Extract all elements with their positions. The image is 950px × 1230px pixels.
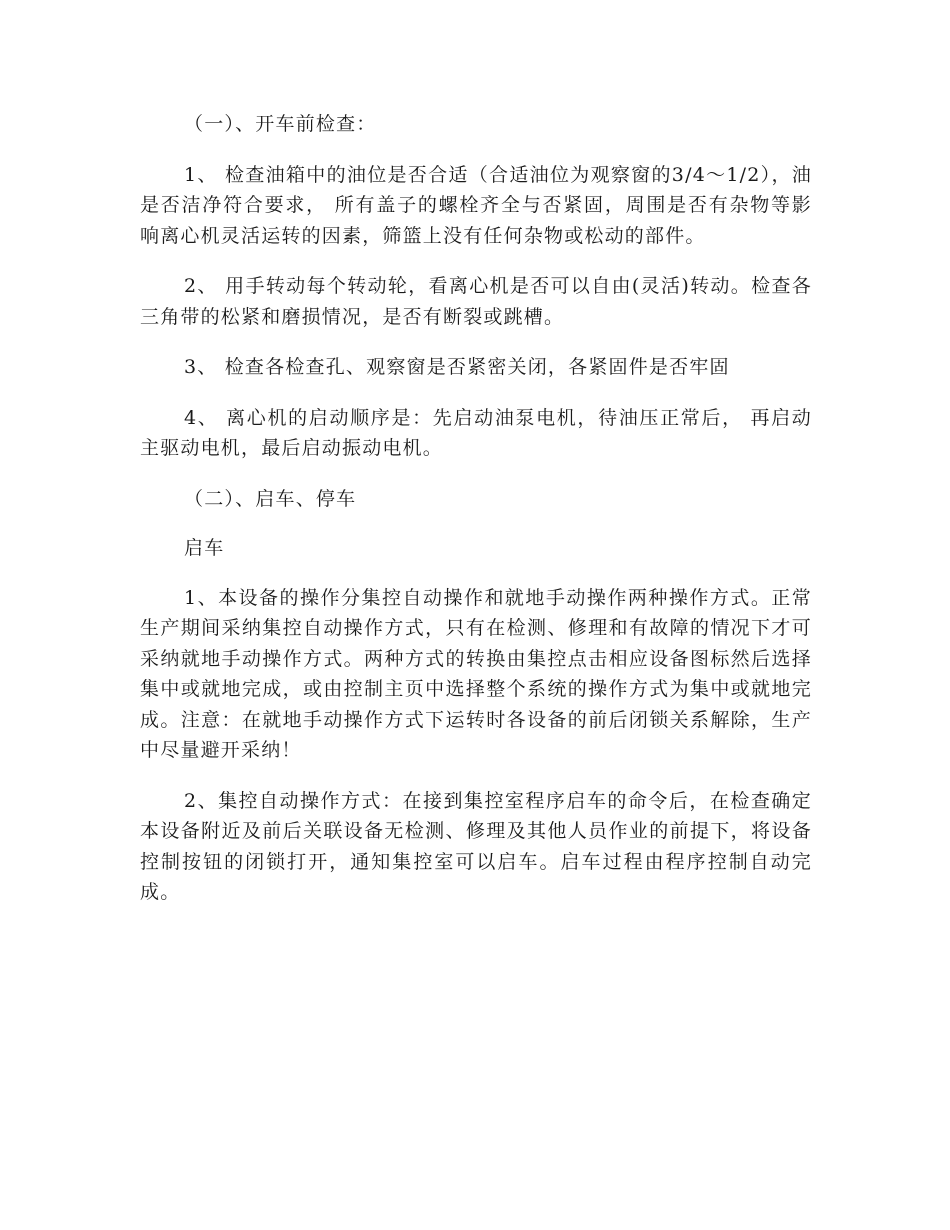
section-heading-pre-start-check: （一）、开车前检查： — [184, 113, 377, 135]
section-heading-start-stop: （二）、启车、停车 — [184, 487, 357, 510]
document-body — [140, 109, 812, 908]
paragraph-start-sequence: 4、 离心机的启动顺序是：先启动油泵电机，待油压正常后， 再启动主驱动电机，最后启动振动电机。 — [140, 406, 812, 459]
paragraph-operation-modes: 1、本设备的操作分集控自动操作和就地手动操作两种操作方式。正常生产期间采纳集控自动操作方式，只有在检测、修理和有故障的情况下才可采纳就地手动操作方式。两种方式的转换由集控点击相应设备图标然后选择集中或就地完成，或由控制主页中选择整个系统的操作方式为集中或就地完成。注意：在就地手动操作方式下运转时各设备的前后闭锁关系解除，生产中尽量避开采纳！ — [140, 586, 812, 761]
paragraph-central-auto-operation: 2、集控自动操作方式：在接到集控室程序启车的命令后，在检查确定本设备附近及前后关联设备无检测、修理及其他人员作业的前提下，将设备控制按钮的闭锁打开，通知集控室可以启车。启车过程由程序控制自动完成。 — [140, 789, 812, 903]
paragraph-check-oil-level: 1、 检查油箱中的油位是否合适（合适油位为观察窗的3/4～1/2），油是否洁净符合要求， 所有盖子的螺栓齐全与否紧固，周围是否有杂物等影响离心机灵活运转的因素，筛篮上没有任何杂物或松动的部件。 — [140, 163, 812, 247]
paragraph-check-holes: 3、 检查各检查孔、观察窗是否紧密关闭，各紧固件是否牢固 — [184, 356, 730, 378]
subheading-start: 启车 — [184, 537, 225, 559]
paragraph-rotate-wheels: 2、 用手转动每个转动轮，看离心机是否可以自由(灵活)转动。检查各三角带的松紧和磨损情况，是否有断裂或跳槽。 — [140, 275, 812, 328]
